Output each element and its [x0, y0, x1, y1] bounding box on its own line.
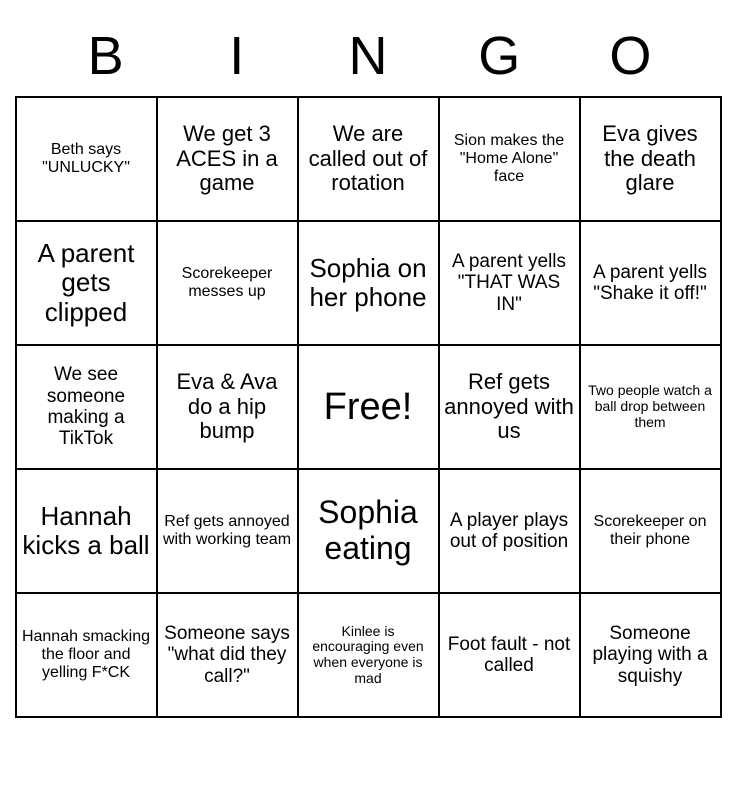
bingo-cell-text: Eva & Ava do a hip bump [176, 369, 278, 444]
bingo-row [16, 593, 721, 717]
bingo-cell-text: Beth says "UNLUCKY" [42, 141, 130, 176]
bingo-row [16, 97, 721, 221]
bingo-cell-text: A parent gets clipped [37, 238, 135, 327]
bingo-cell-text: Ref gets annoyed with working team [162, 513, 292, 548]
bingo-cell[interactable] [298, 469, 439, 593]
bingo-cell[interactable] [580, 469, 721, 593]
header-letter-o: O [609, 26, 652, 86]
header-letter-i: I [229, 26, 245, 86]
bingo-cell[interactable] [439, 469, 580, 593]
bingo-cell[interactable] [439, 593, 580, 717]
bingo-cell[interactable] [157, 221, 298, 345]
bingo-cell-text: Scorekeeper on their phone [593, 513, 707, 548]
bingo-cell[interactable] [580, 345, 721, 469]
bingo-cell[interactable] [16, 97, 157, 221]
bingo-cell[interactable] [157, 469, 298, 593]
bingo-cell[interactable] [298, 97, 439, 221]
bingo-cell-text: Foot fault - not called [447, 633, 571, 676]
bingo-cell[interactable] [580, 97, 721, 221]
bingo-row [16, 469, 721, 593]
bingo-cell-text: Eva gives the death glare [602, 121, 698, 196]
header-letter-n: N [348, 26, 388, 86]
bingo-grid [15, 96, 722, 718]
bingo-cell-text: Free! [323, 385, 413, 428]
bingo-cell[interactable] [298, 593, 439, 717]
bingo-cell-text: Someone playing with a squishy [592, 623, 708, 687]
bingo-cell-text: Scorekeeper messes up [181, 265, 273, 300]
bingo-cell-text: We see someone making a TikTok [46, 364, 126, 450]
bingo-cell[interactable] [16, 345, 157, 469]
bingo-cell[interactable] [16, 221, 157, 345]
bingo-cell[interactable] [580, 593, 721, 717]
bingo-cell[interactable] [439, 345, 580, 469]
bingo-row [16, 221, 721, 345]
bingo-cell[interactable] [157, 345, 298, 469]
bingo-cell-text: Someone says "what did they call?" [164, 623, 290, 687]
bingo-cell-text: Hannah smacking the floor and yelling F*CK [21, 628, 151, 681]
bingo-cell[interactable] [580, 221, 721, 345]
bingo-cell-text: Two people watch a ball drop between them [588, 382, 712, 430]
bingo-cell-text: A parent yells "Shake it off!" [592, 261, 708, 304]
bingo-header [40, 0, 696, 96]
bingo-cell-text: Ref gets annoyed with us [444, 369, 574, 444]
bingo-cell[interactable] [16, 469, 157, 593]
bingo-cell[interactable] [298, 221, 439, 345]
bingo-cell[interactable] [439, 97, 580, 221]
bingo-cell-text: Sion makes the "Home Alone" face [453, 132, 565, 185]
bingo-cell-text: Kinlee is encouraging even when everyone is mad [312, 622, 424, 686]
bingo-cell[interactable] [16, 593, 157, 717]
bingo-cell-text: We get 3 ACES in a game [176, 121, 278, 196]
bingo-cell-text: A parent yells "THAT WAS IN" [451, 251, 567, 315]
bingo-cell-text: Sophia on her phone [309, 252, 427, 312]
bingo-cell-text: We are called out of rotation [308, 121, 428, 196]
bingo-cell-text: Sophia eating [318, 494, 418, 566]
bingo-cell[interactable] [157, 593, 298, 717]
bingo-cell-free[interactable] [298, 345, 439, 469]
header-letter-g: G [478, 26, 521, 86]
bingo-cell[interactable] [157, 97, 298, 221]
bingo-row [16, 345, 721, 469]
bingo-cell-text: Hannah kicks a ball [22, 500, 150, 560]
bingo-cell-text: A player plays out of position [449, 509, 569, 552]
bingo-cell[interactable] [439, 221, 580, 345]
header-letter-b: B [87, 26, 124, 86]
